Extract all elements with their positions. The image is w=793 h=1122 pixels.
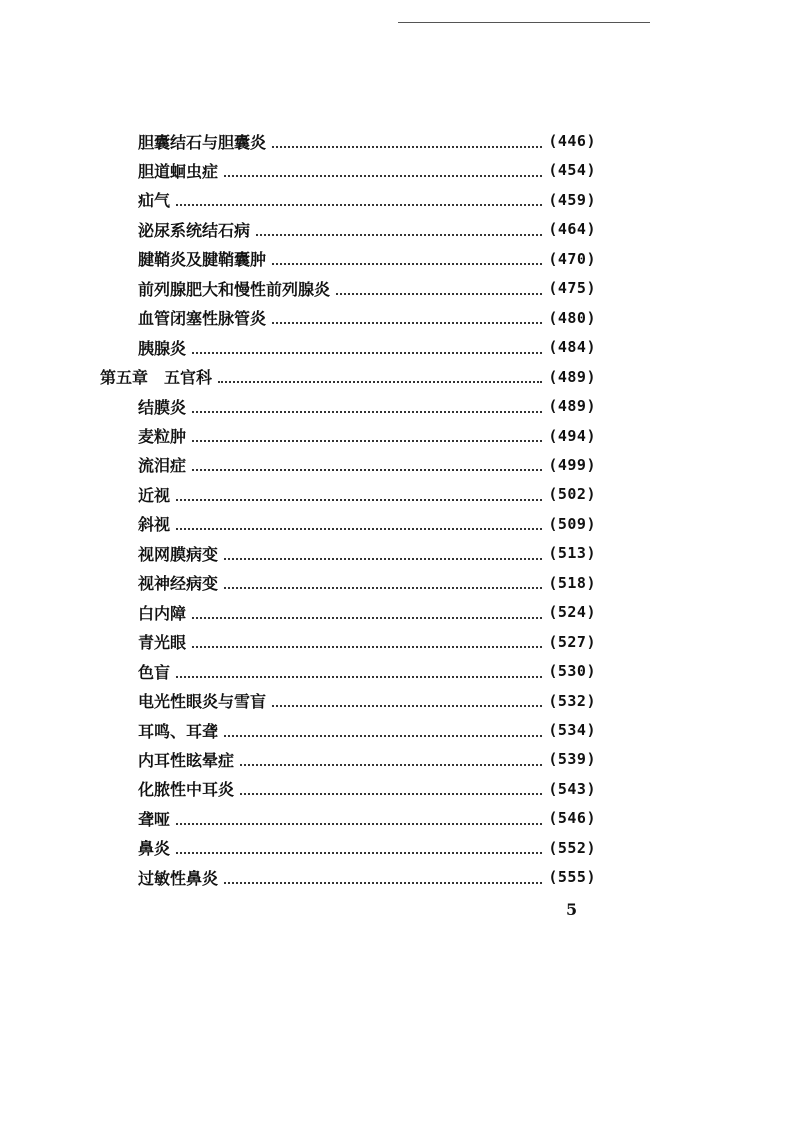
toc-entry-page: (494) xyxy=(548,426,596,445)
toc-entry-title: 视神经病变 xyxy=(138,574,219,594)
toc-row xyxy=(138,835,596,861)
toc-entry-page: (475) xyxy=(548,279,596,298)
toc-entry-title: 流泪症 xyxy=(138,456,187,476)
toc-row xyxy=(138,570,596,596)
dot-leader xyxy=(240,792,542,795)
header-rule xyxy=(398,22,650,23)
toc-entry-title: 麦粒肿 xyxy=(138,427,187,446)
toc-entry-page: (518) xyxy=(548,573,596,592)
toc-row xyxy=(138,540,596,566)
dot-leader xyxy=(336,292,542,295)
toc-row xyxy=(138,776,596,802)
toc-entry-page: (543) xyxy=(548,779,596,798)
toc-row xyxy=(138,157,596,183)
toc-row xyxy=(138,688,596,714)
toc-row xyxy=(138,128,596,154)
toc-entry-title: 化脓性中耳炎 xyxy=(138,780,235,800)
toc-entry-page: (552) xyxy=(548,838,596,857)
dot-leader xyxy=(272,704,542,707)
toc-entry-title: 近视 xyxy=(138,485,171,505)
toc-row xyxy=(138,246,596,272)
dot-leader xyxy=(272,145,542,148)
dot-leader xyxy=(192,468,542,471)
toc-entry-page: (489) xyxy=(548,367,596,386)
toc-entry-title: 胆道蛔虫症 xyxy=(138,161,219,181)
toc-row xyxy=(138,305,596,331)
toc-entry-page: (532) xyxy=(548,691,596,710)
toc-entry-title: 胆囊结石与胆囊炎 xyxy=(138,132,267,152)
toc-entry-page: (470) xyxy=(548,249,596,268)
dot-leader xyxy=(272,321,542,324)
toc-row xyxy=(138,717,596,743)
toc-entry-page: (546) xyxy=(548,809,596,828)
dot-leader xyxy=(240,763,542,766)
toc-row xyxy=(138,187,596,213)
toc-entry-page: (524) xyxy=(548,603,596,622)
toc-row xyxy=(138,658,596,684)
toc-row xyxy=(138,452,596,478)
toc-entry-title: 鼻炎 xyxy=(138,839,171,859)
toc-entry-page: (499) xyxy=(548,455,596,474)
dot-leader xyxy=(176,203,542,206)
toc-entry-page: (539) xyxy=(548,750,596,769)
toc-entry-title: 色盲 xyxy=(138,662,171,682)
toc-entry-title: 视网膜病变 xyxy=(138,544,219,564)
dot-leader xyxy=(176,498,542,501)
toc-entry-page: (530) xyxy=(548,662,596,681)
dot-leader xyxy=(192,616,542,619)
toc-entry-page: (513) xyxy=(548,544,596,563)
toc-row xyxy=(138,864,596,890)
dot-leader xyxy=(192,351,542,354)
toc-entry-title: 胰腺炎 xyxy=(138,338,187,358)
dot-leader xyxy=(192,439,542,442)
toc-entry-page: (454) xyxy=(548,161,596,180)
toc-entry-title: 前列腺肥大和慢性前列腺炎 xyxy=(138,279,331,299)
toc-entry-page: (484) xyxy=(548,338,596,357)
dot-leader xyxy=(224,881,542,884)
toc-entry-title: 第五章 五官科 xyxy=(100,368,213,388)
dot-leader xyxy=(256,233,542,236)
toc-entry-title: 泌尿系统结石病 xyxy=(138,220,251,240)
toc-row xyxy=(138,629,596,655)
toc-entry-page: (534) xyxy=(548,721,596,739)
toc-chapter-row xyxy=(100,364,596,390)
dot-leader xyxy=(272,262,542,265)
toc-entry-page: (527) xyxy=(548,632,596,651)
toc-row xyxy=(138,746,596,772)
dot-leader xyxy=(176,851,542,854)
toc-entry-title: 过敏性鼻炎 xyxy=(138,868,219,888)
toc-row xyxy=(138,599,596,625)
dot-leader xyxy=(176,527,542,530)
toc-row xyxy=(138,481,596,507)
toc-entry-title: 聋哑 xyxy=(138,809,171,829)
page-number: 5 xyxy=(566,900,578,919)
dot-leader xyxy=(224,174,542,177)
toc-row xyxy=(138,275,596,301)
toc-row xyxy=(138,423,596,449)
dot-leader xyxy=(176,822,542,825)
toc-row xyxy=(138,393,596,419)
toc-entry-page: (464) xyxy=(548,220,596,239)
toc-entry-title: 血管闭塞性脉管炎 xyxy=(138,309,267,329)
toc-entry-title: 斜视 xyxy=(138,515,171,535)
toc-row xyxy=(138,216,596,242)
toc-entry-title: 耳鸣、耳聋 xyxy=(138,721,219,741)
toc-entry-title: 结膜炎 xyxy=(138,397,187,417)
toc-entry-title: 青光眼 xyxy=(138,633,187,653)
toc-row xyxy=(138,334,596,360)
toc-row xyxy=(138,805,596,831)
toc-entry-title: 疝气 xyxy=(138,191,171,211)
dot-leader xyxy=(192,410,542,413)
dot-leader xyxy=(224,586,542,589)
toc-entry-page: (489) xyxy=(548,397,596,416)
toc-entry-page: (480) xyxy=(548,308,596,327)
toc-entry-page: (555) xyxy=(548,868,596,887)
dot-leader xyxy=(176,675,542,678)
dot-leader xyxy=(224,557,542,560)
toc-entry-page: (502) xyxy=(548,485,596,504)
dot-leader xyxy=(192,645,542,648)
toc-entry-page: (459) xyxy=(548,190,596,209)
dot-leader xyxy=(218,380,542,383)
dot-leader xyxy=(224,734,542,737)
toc-entry-title: 腱鞘炎及腱鞘囊肿 xyxy=(138,250,267,270)
toc-entry-page: (446) xyxy=(548,132,596,150)
toc-entry-page: (509) xyxy=(548,514,596,533)
toc-entry-title: 电光性眼炎与雪盲 xyxy=(138,692,267,712)
toc-row xyxy=(138,511,596,537)
toc-entry-title: 白内障 xyxy=(138,603,187,623)
toc-entry-title: 内耳性眩晕症 xyxy=(138,750,235,770)
